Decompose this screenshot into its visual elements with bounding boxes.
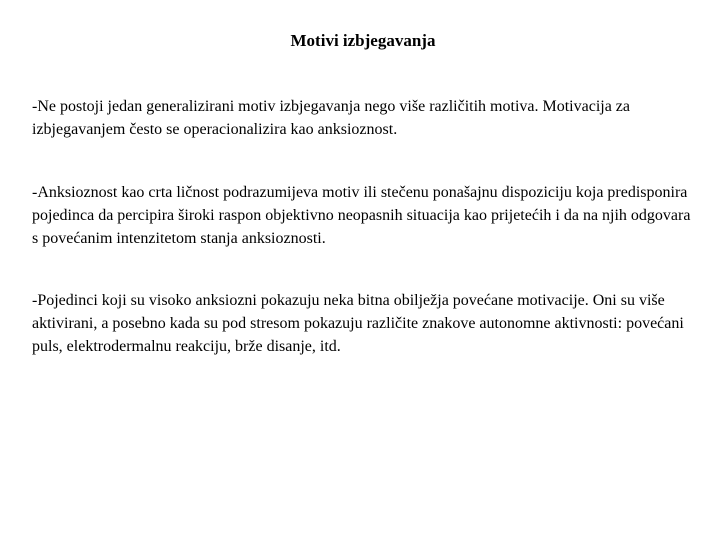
- paragraph-anxiety-trait: -Anksioznost kao crta ličnost podrazumijeva motiv ili stečenu ponašajnu dispoziciju koja predisponira pojedinca da percipira široki raspon objektivno neopasnih situacija kao prijetećih i da na njih odgovara s povećanim intenzitetom stanja anksioznosti.: [32, 184, 691, 247]
- paragraph-high-anxiety-individuals: -Pojedinci koji su visoko anksiozni pokazuju neka bitna obilježja povećane motivacije. Oni su više aktivirani, a posebno kada su pod stresom pokazuju različite znakove autonomne aktivnosti: povećani puls, elektrodermalnu reakciju, brže disanje, itd.: [32, 292, 684, 355]
- slide-title: Motivi izbjegavanja: [290, 31, 436, 50]
- paragraph-avoidance-motives: -Ne postoji jedan generalizirani motiv izbjegavanja nego više različitih motiva. Motivacija za izbjegavanjem često se operacionalizira kao anksioznost.: [32, 98, 631, 138]
